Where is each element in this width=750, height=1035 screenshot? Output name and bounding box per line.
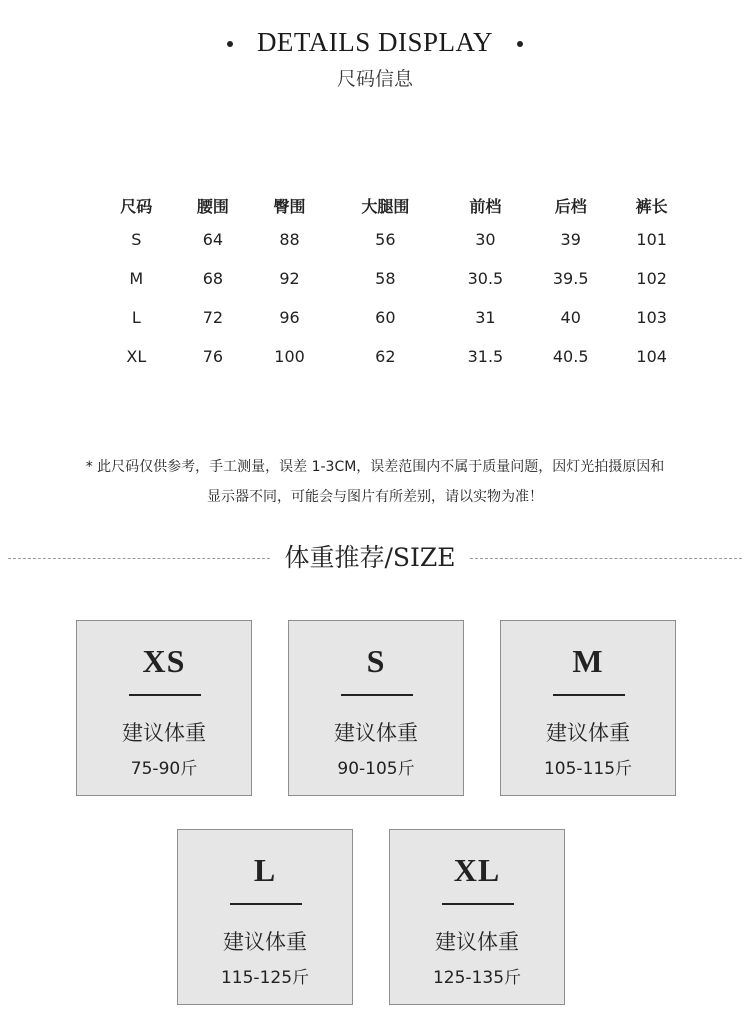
table-cell: 101 bbox=[636, 230, 667, 249]
size-card-xs bbox=[76, 620, 252, 796]
table-cell: 72 bbox=[202, 308, 224, 327]
table-cell: 31.5 bbox=[467, 347, 504, 366]
card-divider bbox=[442, 903, 514, 905]
weight-recommendation-heading bbox=[0, 538, 750, 578]
table-header-cell: 后档 bbox=[554, 196, 587, 216]
size-card-l bbox=[177, 829, 353, 1005]
details-header bbox=[0, 22, 750, 91]
table-cell: 62 bbox=[375, 347, 396, 366]
table-row bbox=[98, 259, 690, 298]
table-cell: 30 bbox=[475, 230, 496, 249]
bullet-dot-left bbox=[227, 41, 233, 47]
card-weight-label: 建议体重 bbox=[435, 930, 519, 954]
card-weight-label: 建议体重 bbox=[546, 721, 630, 745]
page-title: DETAILS DISPLAY bbox=[253, 22, 497, 62]
card-divider bbox=[129, 694, 201, 696]
table-cell: 68 bbox=[202, 269, 224, 288]
size-card-xl bbox=[389, 829, 565, 1005]
card-divider bbox=[341, 694, 413, 696]
table-row bbox=[98, 220, 690, 259]
card-weight-range: 90-105斤 bbox=[337, 759, 415, 779]
table-cell: 40 bbox=[560, 308, 581, 327]
card-weight-range: 75-90斤 bbox=[130, 759, 198, 779]
table-cell: 76 bbox=[202, 347, 224, 366]
table-cell: L bbox=[131, 308, 141, 327]
card-weight-range: 125-135斤 bbox=[432, 968, 522, 988]
table-header-cell: 前档 bbox=[469, 196, 502, 216]
table-cell: 102 bbox=[636, 269, 667, 288]
disclaimer-line: 显示器不同，可能会与图片有所差别，请以实物为准！ bbox=[207, 489, 543, 505]
table-cell: 104 bbox=[636, 347, 667, 366]
table-row bbox=[98, 298, 690, 337]
bullet-dot-right bbox=[517, 41, 523, 47]
card-weight-label: 建议体重 bbox=[223, 930, 307, 954]
dashed-divider-right bbox=[470, 558, 742, 559]
card-size-label: L bbox=[253, 852, 277, 888]
table-cell: 31 bbox=[475, 308, 496, 327]
table-cell: 56 bbox=[375, 230, 396, 249]
card-weight-range: 105-115斤 bbox=[543, 759, 633, 779]
table-cell: 39.5 bbox=[552, 269, 589, 288]
table-header-cell: 尺码 bbox=[120, 196, 153, 216]
table-cell: M bbox=[129, 269, 144, 288]
card-size-label: XS bbox=[142, 643, 186, 679]
header-title-row bbox=[0, 22, 750, 62]
table-row bbox=[98, 337, 690, 376]
table-cell: 39 bbox=[560, 230, 581, 249]
table-header-cell: 裤长 bbox=[635, 196, 668, 216]
card-divider bbox=[230, 903, 302, 905]
size-card-s bbox=[288, 620, 464, 796]
page-subtitle: 尺码信息 bbox=[336, 68, 413, 90]
card-weight-range: 115-125斤 bbox=[220, 968, 310, 988]
table-header-cell: 臀围 bbox=[273, 196, 306, 216]
table-cell: 30.5 bbox=[467, 269, 504, 288]
table-cell: 103 bbox=[636, 308, 667, 327]
measurement-disclaimer bbox=[30, 452, 720, 512]
table-cell: 40.5 bbox=[552, 347, 589, 366]
size-card-m bbox=[500, 620, 676, 796]
card-size-label: S bbox=[366, 643, 386, 679]
card-weight-label: 建议体重 bbox=[122, 721, 206, 745]
card-size-label: XL bbox=[453, 852, 501, 888]
table-header-cell: 腰围 bbox=[196, 196, 229, 216]
table-cell: 92 bbox=[279, 269, 300, 288]
card-weight-label: 建议体重 bbox=[334, 721, 418, 745]
table-cell: 88 bbox=[279, 230, 300, 249]
size-table-header-row bbox=[98, 190, 690, 220]
table-cell: 60 bbox=[375, 308, 396, 327]
card-size-label: M bbox=[572, 643, 604, 679]
table-header-cell: 大腿围 bbox=[361, 196, 410, 216]
table-cell: 58 bbox=[375, 269, 396, 288]
table-cell: 100 bbox=[274, 347, 305, 366]
card-divider bbox=[553, 694, 625, 696]
disclaimer-line: * 此尺码仅供参考，手工测量，误差 1-3CM，误差范围内不属于质量问题，因灯光拍摄原因和 bbox=[85, 459, 665, 475]
table-cell: 64 bbox=[202, 230, 224, 249]
section-title: 体重推荐/SIZE bbox=[284, 543, 456, 572]
table-cell: XL bbox=[126, 347, 147, 366]
table-cell: S bbox=[131, 230, 142, 249]
size-table bbox=[98, 190, 690, 376]
table-cell: 96 bbox=[279, 308, 300, 327]
dashed-divider-left bbox=[8, 558, 270, 559]
